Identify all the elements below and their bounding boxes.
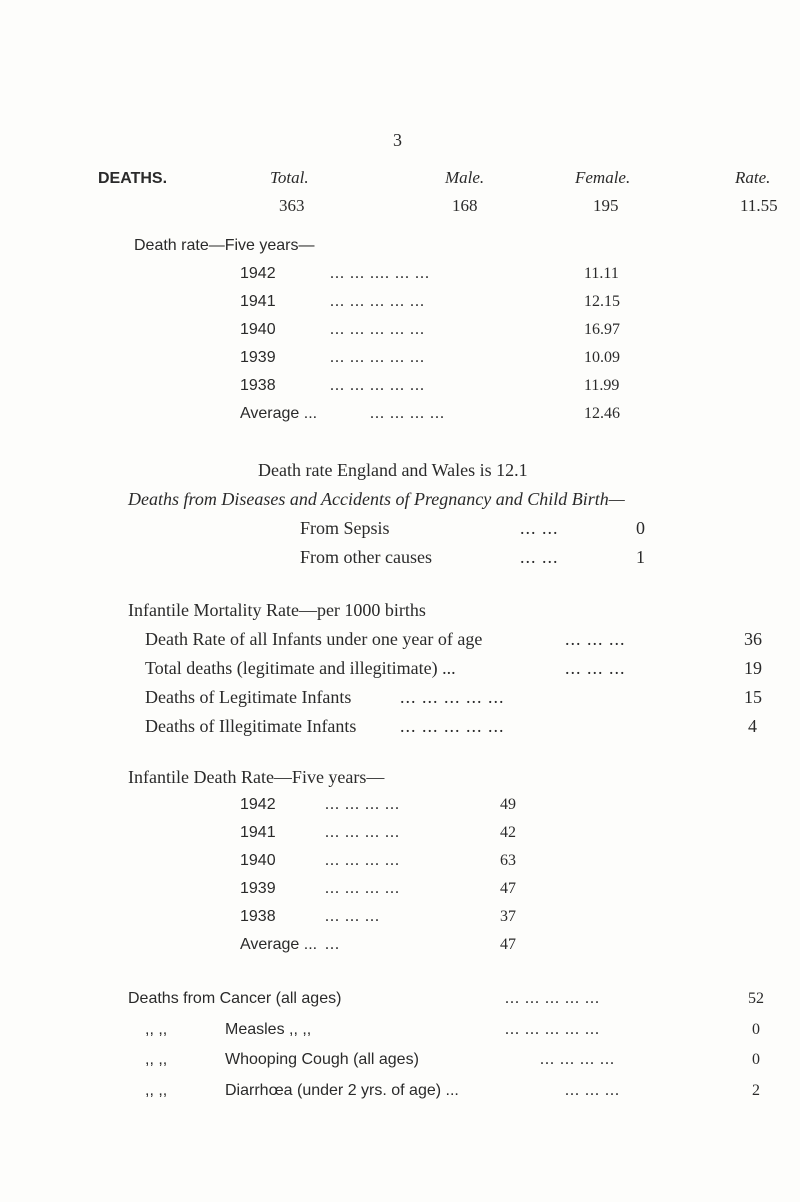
pregnancy-label: From other causes — [300, 547, 432, 567]
leader-dots: ... ... ... ... ... — [400, 716, 505, 736]
leader-dots: ... ... ... ... — [540, 1051, 615, 1068]
england-wales-rate: Death rate England and Wales is 12.1 — [258, 460, 528, 480]
infantile-year: 1939 — [240, 880, 276, 897]
infantile-year-value: 47 — [500, 936, 516, 953]
infantile-label: Deaths of Legitimate Infants — [145, 687, 352, 707]
death-rate-value: 11.11 — [584, 265, 619, 282]
infantile-average: Average ... — [240, 936, 318, 953]
column-total: Total. — [270, 168, 309, 187]
infantile-year-value: 42 — [500, 824, 516, 841]
death-rate-value: 10.09 — [584, 349, 620, 366]
pregnancy-label: From Sepsis — [300, 518, 390, 538]
leader-dots: ... ... ... ... — [370, 405, 445, 422]
page-number: 3 — [393, 130, 402, 150]
death-rate-average: Average ... — [240, 405, 318, 422]
infantile-label: Death Rate of all Infants under one year of age — [145, 629, 483, 649]
leader-dots: ... ... ... ... ... — [400, 687, 505, 707]
leader-dots: ... ... ... ... — [325, 824, 400, 841]
pregnancy-value: 0 — [636, 518, 645, 538]
ditto-marks: ,, ,, — [145, 1082, 168, 1099]
leader-dots: ... ... ... ... — [325, 852, 400, 869]
value-rate: 11.55 — [740, 196, 778, 215]
death-rate-year: 1940 — [240, 321, 276, 338]
leader-dots: ... ... ... ... ... — [505, 1021, 600, 1038]
death-rate-year: 1938 — [240, 377, 276, 394]
pregnancy-heading: Deaths from Diseases and Accidents of Pregnancy and Child Birth— — [128, 489, 625, 509]
infantile-label: Total deaths (legitimate and illegitimate) ... — [145, 658, 456, 678]
leader-dots: ... ... ... ... — [325, 880, 400, 897]
whooping-cough-value: 0 — [752, 1051, 760, 1068]
infantile-value: 15 — [744, 687, 762, 707]
infantile-year-value: 37 — [500, 908, 516, 925]
death-rate-year: 1942 — [240, 265, 276, 282]
leader-dots: ... — [325, 936, 340, 953]
infantile-value: 36 — [744, 629, 762, 649]
death-rate-year: 1941 — [240, 293, 276, 310]
infantile-year: 1938 — [240, 908, 276, 925]
leader-dots: ... ... ... — [325, 908, 380, 925]
death-rate-value: 12.46 — [584, 405, 620, 422]
leader-dots: ... ... ... ... ... — [330, 293, 425, 310]
leader-dots: ... ... ... ... — [325, 796, 400, 813]
infantile-year-value: 47 — [500, 880, 516, 897]
leader-dots: ... ... ... — [565, 658, 626, 678]
cancer-label: Deaths from Cancer (all ages) — [128, 990, 342, 1007]
leader-dots: ... ... — [520, 518, 559, 538]
leader-dots: ... ... ... ... ... — [330, 321, 425, 338]
measles-value: 0 — [752, 1021, 760, 1038]
diarrhoea-label: Diarrhœa (under 2 yrs. of age) ... — [225, 1082, 459, 1099]
infantile-value: 4 — [748, 716, 757, 736]
leader-dots: ... ... ... — [565, 629, 626, 649]
death-rate-year: 1939 — [240, 349, 276, 366]
value-female: 195 — [593, 196, 619, 215]
death-rate-heading: Death rate—Five years— — [134, 237, 315, 254]
whooping-cough-label: Whooping Cough (all ages) — [225, 1051, 419, 1068]
value-male: 168 — [452, 196, 478, 215]
ditto-marks: ,, ,, — [145, 1051, 168, 1068]
column-male: Male. — [445, 168, 485, 187]
diarrhoea-value: 2 — [752, 1082, 760, 1099]
infantile-year-value: 49 — [500, 796, 516, 813]
death-rate-value: 11.99 — [584, 377, 620, 394]
leader-dots: ... ... ... ... ... — [330, 349, 425, 366]
column-female: Female. — [575, 168, 631, 187]
infantile-five-years-heading: Infantile Death Rate—Five years— — [128, 767, 385, 787]
infantile-value: 19 — [744, 658, 762, 678]
death-rate-value: 16.97 — [584, 321, 620, 338]
leader-dots: ... ... ... ... ... — [330, 377, 425, 394]
death-rate-value: 12.15 — [584, 293, 620, 310]
leader-dots: ... ... ... ... ... — [505, 990, 600, 1007]
deaths-heading: DEATHS. — [98, 170, 168, 187]
infantile-year: 1942 — [240, 796, 276, 813]
measles-label: Measles ,, ,, — [225, 1021, 312, 1038]
cancer-value: 52 — [748, 990, 764, 1007]
ditto-marks: ,, ,, — [145, 1021, 168, 1038]
infantile-mortality-heading: Infantile Mortality Rate—per 1000 births — [128, 600, 426, 620]
infantile-year: 1940 — [240, 852, 276, 869]
column-rate: Rate. — [735, 168, 771, 187]
value-total: 363 — [279, 196, 305, 215]
leader-dots: ... ... — [520, 547, 559, 567]
infantile-label: Deaths of Illegitimate Infants — [145, 716, 357, 736]
infantile-year: 1941 — [240, 824, 276, 841]
pregnancy-value: 1 — [636, 547, 645, 567]
leader-dots: ... ... ... — [565, 1082, 620, 1099]
leader-dots: ... ... .... ... ... — [330, 265, 430, 282]
infantile-year-value: 63 — [500, 852, 516, 869]
